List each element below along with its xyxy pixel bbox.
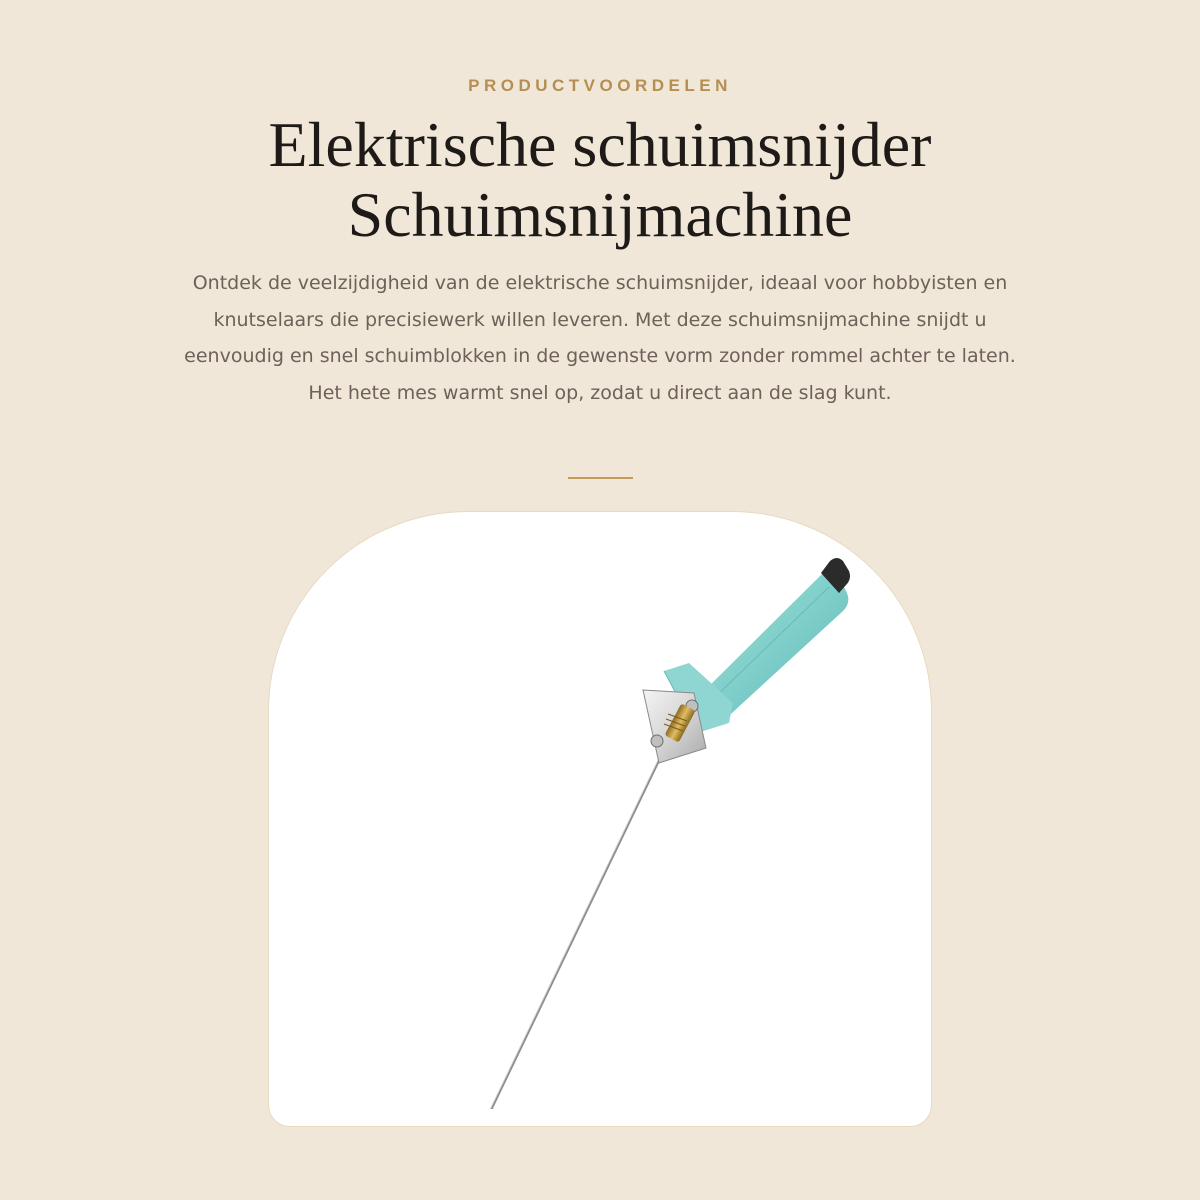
product-description: Ontdek de veelzijdigheid van de elektrische schuimsnijder, ideaal voor hobbyisten en knutselaars die precisiewerk willen leveren. Met deze schuimsnijmachine snijdt u eenvoudig en snel schuimblokken in de gewenste vorm zonder rommel achter te laten. Het hete mes warmt snel op, zodat u direct aan de slag kunt.: [184, 272, 1016, 404]
product-image-frame: [268, 511, 932, 1127]
product-title-line-1: Elektrische schuimsnijder: [268, 109, 932, 180]
section-eyebrow: PRODUCTVOORDELEN: [468, 76, 732, 95]
foam-cutter-illustration: [289, 533, 913, 1109]
product-title: [0, 110, 1200, 250]
product-photo: [289, 533, 913, 1109]
section-divider: [568, 477, 633, 479]
product-title-line-2: Schuimsnijmachine: [347, 179, 853, 250]
